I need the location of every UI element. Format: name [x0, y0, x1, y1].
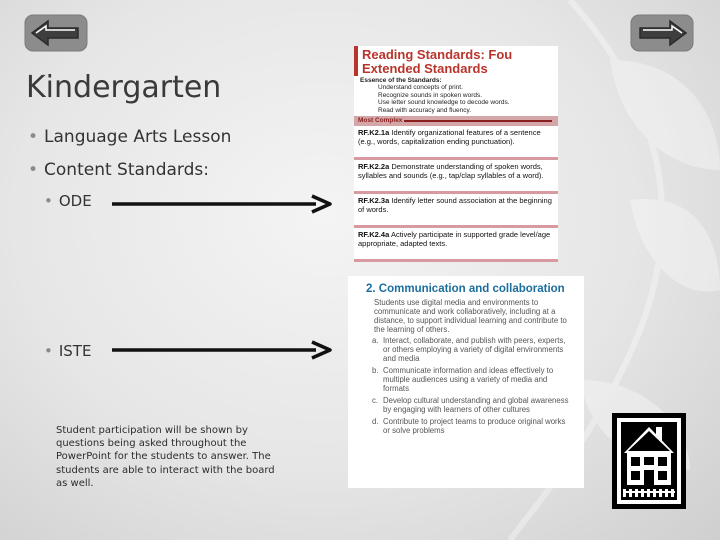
- iste-item-letter: c.: [372, 396, 379, 405]
- iste-item-text: Communicate information and ideas effectively to multiple audiences using a variety of media and formats: [383, 366, 554, 393]
- reading-standards-image: [354, 46, 558, 262]
- left-arrow-icon: [24, 14, 88, 52]
- next-slide-button[interactable]: [630, 14, 694, 52]
- essence-item: • Recognize sounds in spoken words.: [378, 92, 552, 99]
- right-arrow-icon: [630, 14, 694, 52]
- bullet-dot-icon: •: [28, 127, 39, 147]
- iste-item-letter: a.: [372, 336, 379, 345]
- home-icon: [612, 413, 686, 509]
- bullet-dot-icon: •: [28, 160, 39, 180]
- iste-item-list: [372, 336, 574, 435]
- reading-standards-title-1: Reading Standards: Fou: [362, 47, 513, 62]
- standard-code: RF.K2.4a: [358, 230, 390, 239]
- standard-code: RF.K2.1a: [358, 128, 390, 137]
- essence-label: Essence of the Standards:: [360, 77, 442, 84]
- standard-row: [354, 228, 558, 262]
- iste-item-text: Contribute to project teams to produce original works or solve problems: [383, 417, 566, 435]
- standard-text: Demonstrate understanding of spoken words, syllables and sounds (e.g., tap/clap syllables of a word).: [358, 162, 544, 180]
- standard-row: [354, 194, 558, 228]
- reading-standards-header: [354, 46, 558, 76]
- bullet-iste: [44, 342, 91, 360]
- iste-item-letter: d.: [372, 417, 379, 426]
- essence-item: • Use letter sound knowledge to decode words.: [378, 99, 552, 106]
- iste-item: [372, 417, 574, 435]
- standard-text: Identify letter sound association at the beginning of words.: [358, 196, 552, 214]
- standard-code: RF.K2.3a: [358, 196, 390, 205]
- bullet-text: ODE: [58, 192, 92, 210]
- bullet-language-arts: [28, 127, 231, 147]
- bullet-dot-icon: •: [44, 192, 53, 210]
- essence-item: • Understand concepts of print.: [378, 84, 552, 91]
- participation-note: Student participation will be shown by questions being asked throughout the PowerPoint for the students to answer. The students are able to interact with the board as well.: [56, 425, 275, 489]
- standard-row: [354, 126, 558, 160]
- bullet-dot-icon: •: [44, 342, 53, 360]
- essence-item: • Read with accuracy and fluency.: [378, 107, 552, 114]
- iste-intro: Students use digital media and environments to communicate and work collaboratively, including at a distance, to support individual learning and contribute to the learning of others.: [374, 298, 567, 334]
- arrow-to-iste-icon: [112, 340, 332, 360]
- iste-item-text: Develop cultural understanding and global awareness by engaging with learners of other cultures: [383, 396, 569, 414]
- bullet-content-standards: [28, 160, 209, 180]
- bullet-text: Language Arts Lesson: [44, 127, 232, 147]
- standard-row: [354, 160, 558, 194]
- bullet-text: Content Standards:: [44, 160, 209, 180]
- iste-title: 2. Communication and collaboration: [366, 283, 565, 295]
- iste-item: [372, 336, 574, 363]
- iste-item-letter: b.: [372, 366, 379, 375]
- home-button[interactable]: [612, 413, 686, 509]
- previous-slide-button[interactable]: [24, 14, 88, 52]
- arrow-to-ode-icon: [112, 194, 332, 214]
- iste-item: [372, 396, 574, 414]
- essence-box: [354, 76, 558, 116]
- most-complex-label: Most Complex: [358, 117, 403, 124]
- reading-standards-title-2: Extended Standards: [362, 61, 488, 76]
- most-complex-bar: [354, 116, 558, 126]
- standard-text: Identify organizational features of a sentence (e.g., words, capitalization ending punctuation).: [358, 128, 541, 146]
- slide-title: Kindergarten: [26, 70, 222, 105]
- standard-text: Actively participate in supported grade level/age appropriate, adapted texts.: [358, 230, 551, 248]
- iste-item: [372, 366, 574, 393]
- standard-code: RF.K2.2a: [358, 162, 390, 171]
- bullet-text: ISTE: [58, 342, 92, 360]
- bullet-ode: [44, 192, 92, 210]
- iste-standards-image: [348, 276, 584, 488]
- most-complex-arrow-line: [404, 120, 552, 122]
- iste-item-text: Interact, collaborate, and publish with peers, experts, or others employing a variety of digital environments and media: [383, 336, 566, 363]
